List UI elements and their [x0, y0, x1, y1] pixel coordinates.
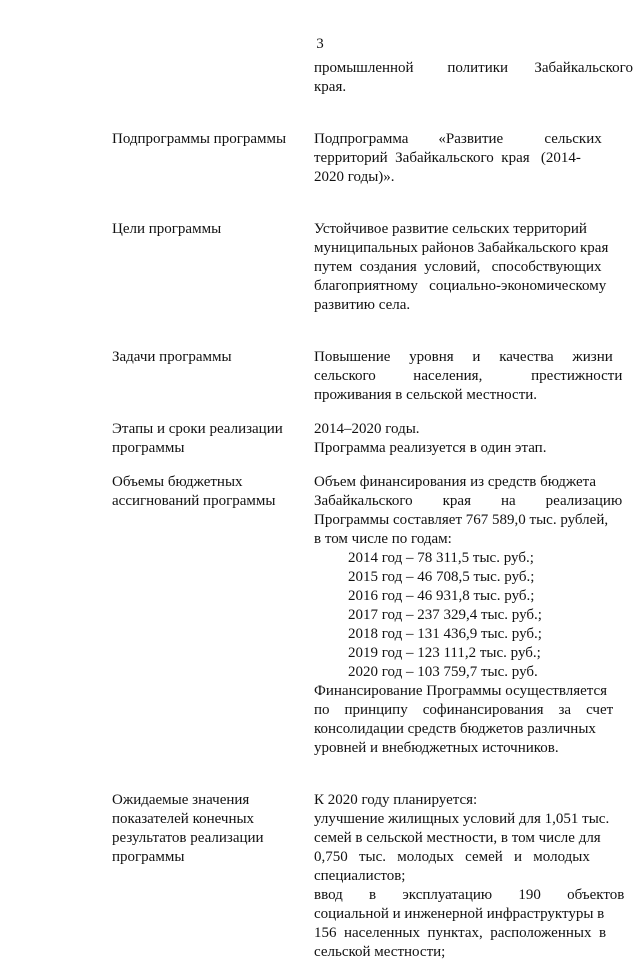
value-line: специалистов; [314, 868, 406, 884]
row-budget [112, 473, 623, 758]
value-line: по принципу софинансирования за счет [314, 702, 614, 718]
row-label: Задачи программы [112, 349, 232, 365]
label-line: Ожидаемые значения [112, 792, 250, 808]
value-line: территорий Забайкальского края (2014- [314, 150, 581, 166]
year-line: 2014 год – 78 311,5 тыс. руб.; [348, 550, 534, 566]
label-line: программы [112, 849, 185, 865]
year-line: 2019 год – 123 111,2 тыс. руб.; [348, 645, 541, 661]
value-line: консолидации средств бюджетов различных [314, 721, 596, 737]
row-label-empty [112, 59, 314, 97]
row-value [314, 220, 612, 315]
value-line: путем создания условий, способствующих [314, 259, 602, 275]
value-line: 156 населенных пунктах, расположенных в [314, 925, 607, 941]
value-line: Финансирование Программы осуществляется [314, 683, 608, 699]
row-value [314, 791, 625, 962]
passport-table [112, 59, 633, 962]
value-line: Устойчивое развитие сельских территорий [314, 221, 587, 237]
value-line: Программа реализуется в один этап. [314, 440, 547, 456]
value-line: сельской местности; [314, 944, 446, 960]
year-line: 2017 год – 237 329,4 тыс. руб.; [348, 607, 542, 623]
page-number: 3 [316, 36, 324, 52]
continuation-row [112, 59, 633, 97]
value-line: Повышение уровня и качества жизни [314, 349, 613, 365]
value-line: ввод в эксплуатацию 190 объектов [314, 887, 625, 903]
value-line: в том числе по годам: [314, 531, 452, 547]
year-line: 2018 год – 131 436,9 тыс. руб.; [348, 626, 542, 642]
label-line: ассигнований программы [112, 493, 276, 509]
value-line: улучшение жилищных условий для 1,051 тыс. [314, 811, 610, 827]
row-value [314, 348, 623, 405]
value-line: 2014–2020 годы. [314, 421, 420, 437]
value-line: Забайкальского края на реализацию [314, 493, 623, 509]
label-line: показателей конечных [112, 811, 255, 827]
label-line: Объемы бюджетных [112, 474, 243, 490]
row-value [314, 59, 633, 97]
label-line: программы [112, 440, 185, 456]
value-line: края. [314, 79, 347, 95]
year-line: 2016 год – 46 931,8 тыс. руб.; [348, 588, 535, 604]
row-tasks [112, 348, 623, 405]
row-expected-results [112, 791, 625, 962]
row-label: Цели программы [112, 221, 222, 237]
value-line: 0,750 тыс. молодых семей и молодых [314, 849, 590, 865]
year-line: 2015 год – 46 708,5 тыс. руб.; [348, 569, 535, 585]
row-value [314, 420, 612, 458]
value-line: Подпрограмма «Развитие сельских [314, 131, 602, 147]
row-stages [112, 420, 612, 458]
value-line: муниципальных районов Забайкальского края [314, 240, 609, 256]
value-line: промышленной политики Забайкальского [314, 60, 633, 76]
row-subprograms [112, 130, 612, 187]
value-line: К 2020 году планируется: [314, 792, 478, 808]
value-line: проживания в сельской местности. [314, 387, 538, 403]
label-line: Этапы и сроки реализации [112, 421, 283, 437]
value-line: Объем финансирования из средств бюджета [314, 474, 597, 490]
row-label [112, 473, 314, 758]
value-line: 2020 годы)». [314, 169, 395, 185]
row-goals [112, 220, 612, 315]
year-line: 2020 год – 103 759,7 тыс. руб. [348, 664, 538, 680]
value-line: социальной и инженерной инфраструктуры в [314, 906, 605, 922]
row-label [112, 420, 314, 458]
value-line: семей в сельской местности, в том числе для [314, 830, 601, 846]
row-label [112, 791, 314, 962]
label-line: результатов реализации [112, 830, 264, 846]
value-line: Программы составляет 767 589,0 тыс. рублей, [314, 512, 609, 528]
row-label: Подпрограммы программы [112, 131, 287, 147]
value-line: сельского населения, престижности [314, 368, 623, 384]
value-line: благоприятному социально-экономическому [314, 278, 607, 294]
value-line: развитию села. [314, 297, 411, 313]
row-value [314, 473, 623, 758]
row-value [314, 130, 612, 187]
value-line: уровней и внебюджетных источников. [314, 740, 559, 756]
